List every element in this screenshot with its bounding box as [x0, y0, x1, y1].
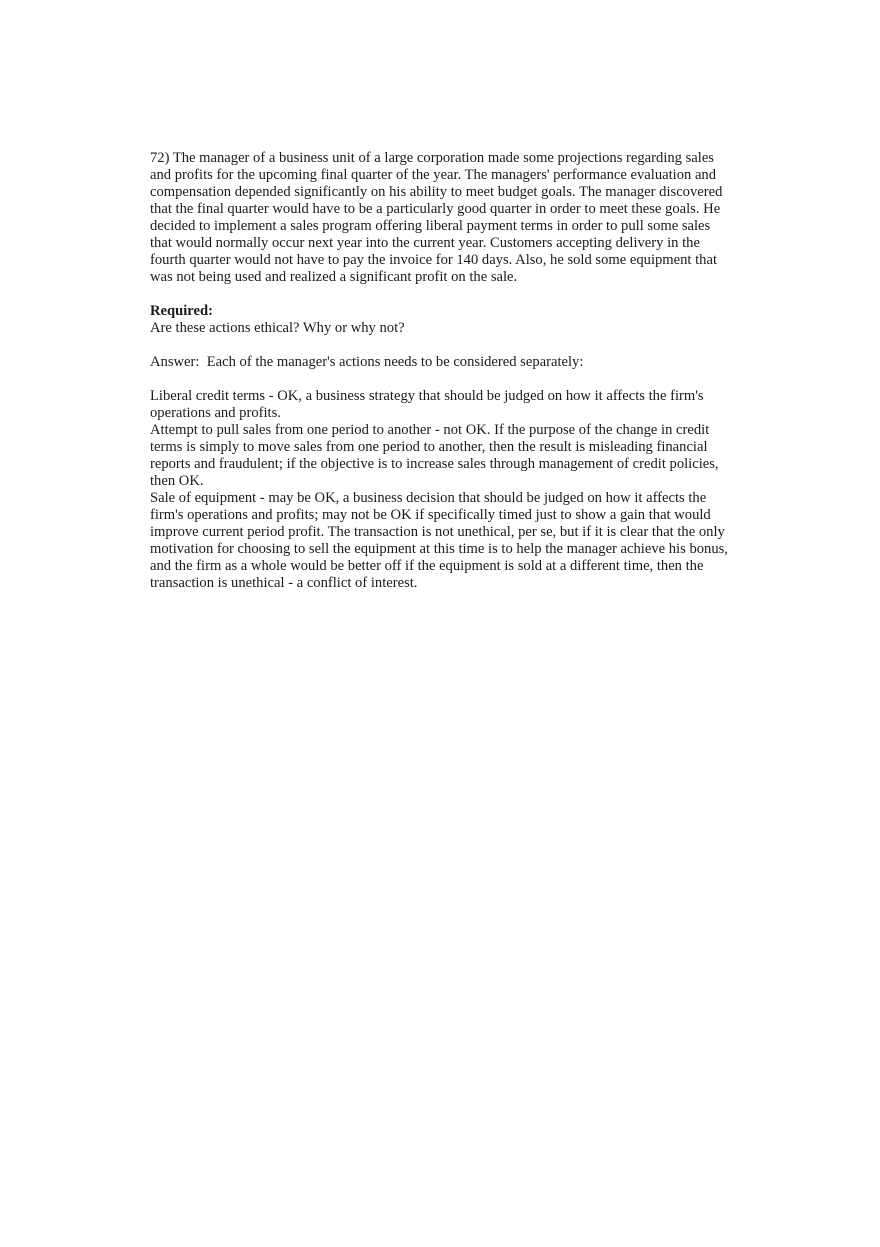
required-question: Are these actions ethical? Why or why not? — [150, 320, 405, 336]
spacer — [150, 337, 735, 354]
spacer — [150, 371, 735, 388]
question-text: 72) The manager of a business unit of a large corporation made some projections regarding sales and profits for the upcoming final quarter of the year. The managers' performance evaluation and compensation depended significantly on his ability to meet budget goals. The manager discovered that the final quarter would have to be a particularly good quarter in order to meet these goals. He decided to implement a sales program offering liberal payment terms in order to pull some sales that would normally occur next year into the current year. Customers accepting delivery in the fourth quarter would not have to pay the invoice for 140 days. Also, he sold some equipment that was not being used and realized a significant profit on the sale. — [150, 150, 723, 285]
answer-item-credit-terms: Liberal credit terms - OK, a business strategy that should be judged on how it affects the firm's operations and profits. — [150, 388, 704, 421]
answer-intro: Answer: Each of the manager's actions needs to be considered separately: — [150, 354, 584, 370]
document-content — [150, 150, 735, 592]
spacer — [150, 286, 735, 303]
required-heading: Required: — [150, 303, 213, 319]
answer-item-sale-of-equipment: Sale of equipment - may be OK, a business decision that should be judged on how it affects the firm's operations and profits; may not be OK if specifically timed just to show a gain that would improve current period profit. The transaction is not unethical, per se, but if it is clear that the only motivation for choosing to sell the equipment at this time is to help the manager achieve his bonus, and the firm as a whole would be better off if the equipment is sold at a different time, then the transaction is unethical - a conflict of interest. — [150, 490, 728, 591]
answer-item-pull-sales: Attempt to pull sales from one period to another - not OK. If the purpose of the change in credit terms is simply to move sales from one period to another, then the result is misleading financial reports and fraudulent; if the objective is to increase sales through management of credit policies, then OK. — [150, 422, 719, 489]
